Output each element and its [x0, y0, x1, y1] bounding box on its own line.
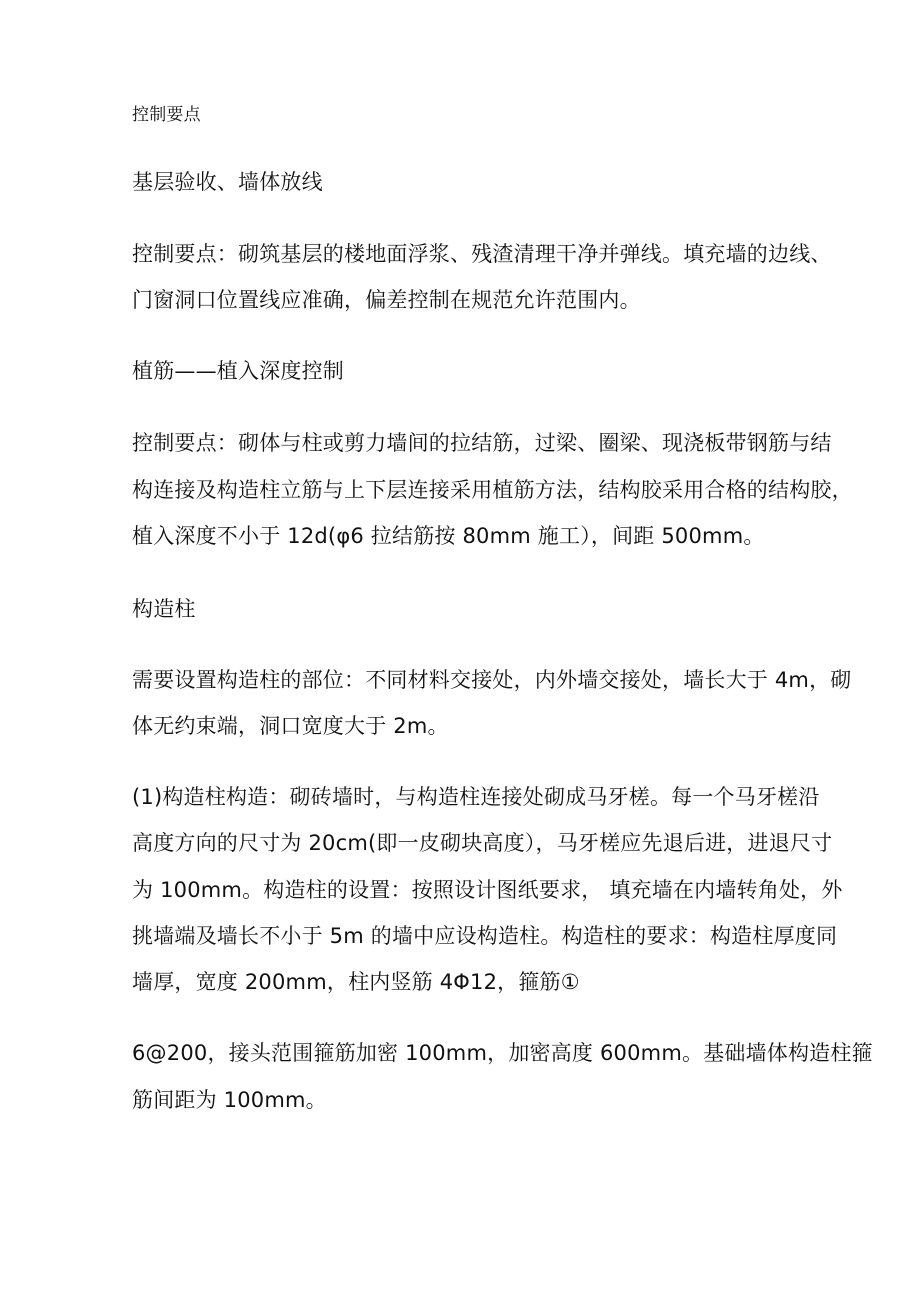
section-body-line: 控制要点：砌体与柱或剪力墙间的拉结筋，过梁、圈梁、现浇板带钢筋与结: [132, 431, 832, 455]
paragraph-line: 为 100mm。构造柱的设置：按照设计图纸要求， 填充墙在内墙转角处，外: [132, 878, 843, 902]
section-title-rebar-depth: 植筋——植入深度控制: [132, 359, 344, 383]
section-body-line: 构连接及构造柱立筋与上下层连接采用植筋方法，结构胶采用合格的结构胶，: [132, 478, 853, 502]
section-body-line: 植入深度不小于 12d(φ6 拉结筋按 80mm 施工），间距 500mm。: [132, 524, 765, 548]
paragraph-line: 挑墙端及墙长不小于 5m 的墙中应设构造柱。构造柱的要求：构造柱厚度同: [132, 924, 838, 948]
section-title-baseline-layout: 基层验收、墙体放线: [132, 170, 323, 194]
paragraph-line: 体无约束端，洞口宽度大于 2m。: [132, 714, 449, 738]
paragraph-line: 需要设置构造柱的部位：不同材料交接处，内外墙交接处，墙长大于 4m，砌: [132, 668, 852, 692]
section-title-constructional-column: 构造柱: [132, 597, 196, 621]
paragraph-line: 6@200，接头范围箍筋加密 100mm，加密高度 600mm。基础墙体构造柱箍: [132, 1041, 873, 1065]
paragraph-line: 筋间距为 100mm。: [132, 1088, 327, 1112]
paragraph-line: 高度方向的尺寸为 20cm(即一皮砌块高度），马牙槎应先退后进，进退尺寸: [132, 831, 833, 855]
section-body-line: 门窗洞口位置线应准确，偏差控制在规范允许范围内。: [132, 288, 641, 312]
document-heading: 控制要点: [132, 105, 201, 125]
paragraph-line: 墙厚，宽度 200mm，柱内竖筋 4Φ12，箍筋①: [132, 970, 580, 994]
paragraph-line: (1)构造柱构造：砌砖墙时，与构造柱连接处砌成马牙槎。每一个马牙槎沿: [132, 785, 820, 809]
section-body-line: 控制要点：砌筑基层的楼地面浮浆、残渣清理干净并弹线。填充墙的边线、: [132, 242, 832, 266]
